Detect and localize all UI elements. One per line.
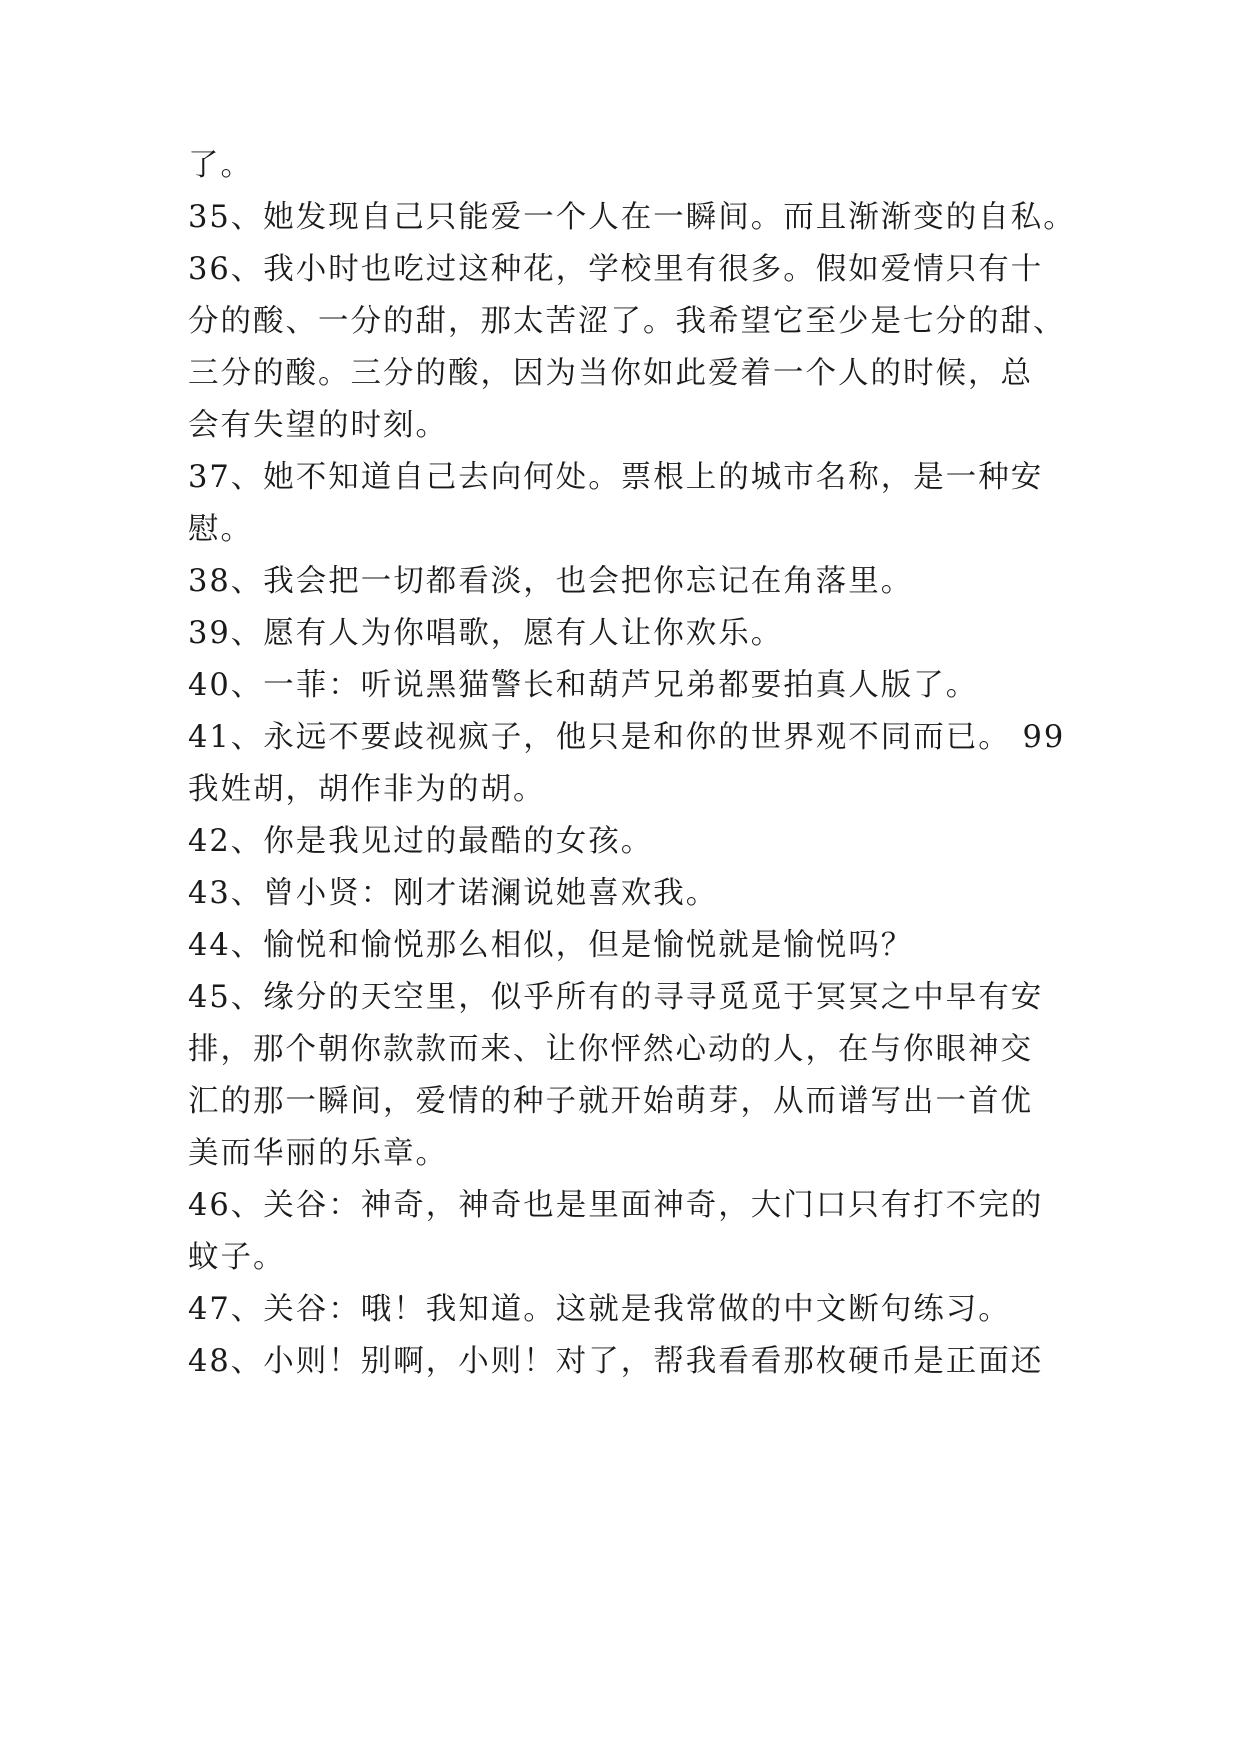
text-line: 43、曾小贤：刚才诺澜说她喜欢我。 [188,876,719,911]
text-line: 了。 [188,148,253,183]
text-line: 45、缘分的天空里，似乎所有的寻寻觅觅于冥冥之中早有安 [188,980,1044,1015]
text-line: 37、她不知道自己去向何处。票根上的城市名称，是一种安 [188,460,1044,495]
text-line: 42、你是我见过的最酷的女孩。 [188,824,654,859]
text-line: 46、关谷：神奇，神奇也是里面神奇，大门口只有打不完的 [188,1188,1044,1223]
text-line: 36、我小时也吃过这种花，学校里有很多。假如爱情只有十 [188,252,1044,287]
text-line: 39、愿有人为你唱歌，愿有人让你欢乐。 [188,616,784,651]
text-line: 汇的那一瞬间，爱情的种子就开始萌芽，从而谱写出一首优 [188,1084,1033,1119]
text-line: 美而华丽的乐章。 [188,1136,448,1171]
text-line: 48、小则！别啊，小则！对了，帮我看看那枚硬币是正面还 [188,1344,1044,1379]
text-line: 我姓胡，胡作非为的胡。 [188,772,546,807]
text-line: 40、一菲：听说黑猫警长和葫芦兄弟都要拍真人版了。 [188,668,979,703]
text-line: 44、愉悦和愉悦那么相似，但是愉悦就是愉悦吗？ [188,928,914,963]
text-line: 38、我会把一切都看淡，也会把你忘记在角落里。 [188,564,914,599]
text-line: 分的酸、一分的甜，那太苦涩了。我希望它至少是七分的甜、 [188,304,1066,339]
text-line: 会有失望的时刻。 [188,408,448,443]
text-line: 三分的酸。三分的酸，因为当你如此爱着一个人的时候，总 [188,356,1033,391]
text-line: 47、关谷：哦！我知道。这就是我常做的中文断句练习。 [188,1292,1011,1327]
text-line: 35、她发现自己只能爱一个人在一瞬间。而且渐渐变的自私。 [188,200,1076,235]
text-line: 蚊子。 [188,1240,286,1275]
text-line: 排，那个朝你款款而来、让你怦然心动的人，在与你眼神交 [188,1032,1033,1067]
text-line: 慰。 [188,512,253,547]
text-line: 41、永远不要歧视疯子，他只是和你的世界观不同而已。 99 [188,720,1066,755]
